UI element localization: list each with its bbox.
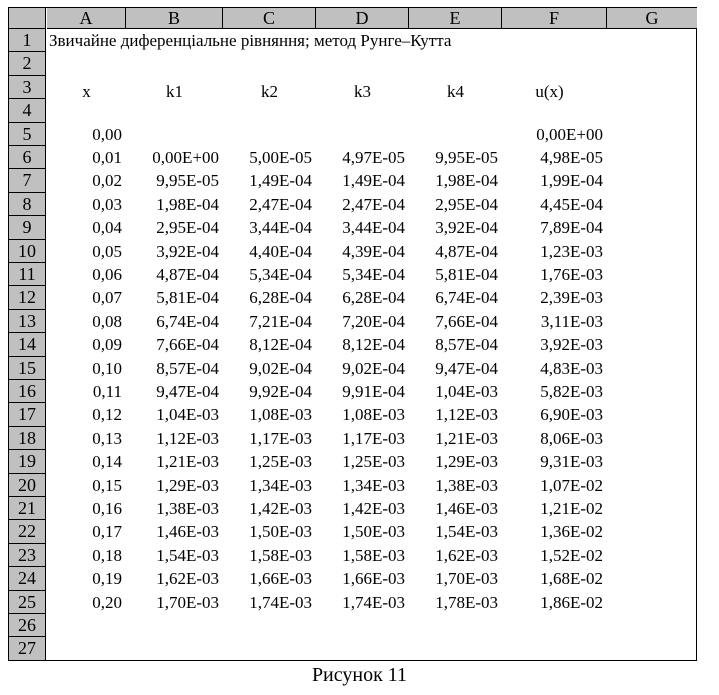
- cell-k1-row-25[interactable]: 1,70E-03: [156, 592, 219, 612]
- cell-k4-row-12[interactable]: 6,74E-04: [435, 288, 498, 308]
- cell-k4-row-23[interactable]: 1,62E-03: [435, 545, 498, 565]
- cell-x-row-9[interactable]: 0,04: [92, 218, 122, 238]
- cell-k1-row-11[interactable]: 4,87E-04: [156, 265, 219, 284]
- cell-k4-row-9[interactable]: 3,92E-04: [435, 218, 498, 238]
- cell-k3-row-9[interactable]: 3,44E-04: [342, 218, 405, 238]
- row-header-10[interactable]: 10: [9, 240, 46, 263]
- cell-k2-row-7[interactable]: 1,49E-04: [249, 171, 312, 191]
- cell-u-row-6[interactable]: 4,98E-05: [540, 148, 603, 167]
- cell-k1-row-8[interactable]: 1,98E-04: [156, 194, 219, 214]
- column-label-u[interactable]: u(x): [535, 81, 564, 101]
- cell-k3-row-20[interactable]: 1,34E-03: [342, 475, 405, 495]
- cell-k3-row-17[interactable]: 1,08E-03: [342, 405, 405, 425]
- cell-k2-row-10[interactable]: 4,40E-04: [249, 241, 312, 261]
- column-label-x[interactable]: x: [82, 81, 91, 101]
- row-header-4[interactable]: 4: [9, 99, 46, 122]
- row-header-16[interactable]: 16: [9, 380, 46, 403]
- cell-k2-row-9[interactable]: 3,44E-04: [249, 218, 312, 238]
- cell-k4-row-24[interactable]: 1,70E-03: [435, 569, 498, 589]
- row-header-23[interactable]: 23: [9, 544, 46, 567]
- cell-k1-row-12[interactable]: 5,81E-04: [156, 288, 219, 308]
- cell-k1-row-6[interactable]: 0,00E+00: [152, 148, 219, 167]
- cell-k1-row-21[interactable]: 1,38E-03: [156, 499, 219, 518]
- cell-k1-row-23[interactable]: 1,54E-03: [156, 545, 219, 565]
- row-header-26[interactable]: 26: [9, 614, 46, 637]
- cell-u-row-22[interactable]: 1,36E-02: [540, 522, 603, 542]
- cell-k1-row-15[interactable]: 8,57E-04: [156, 358, 219, 378]
- cell-k4-row-25[interactable]: 1,78E-03: [435, 592, 498, 612]
- cell-k4-row-18[interactable]: 1,21E-03: [435, 428, 498, 448]
- row-header-13[interactable]: 13: [9, 310, 46, 333]
- cell-k2-row-25[interactable]: 1,74E-03: [249, 592, 312, 612]
- cell-k3-row-12[interactable]: 6,28E-04: [342, 288, 405, 308]
- spreadsheet-grid: [8, 7, 697, 661]
- select-all-corner[interactable]: [9, 8, 46, 29]
- cell-k1-row-7[interactable]: 9,95E-05: [156, 171, 219, 191]
- cell-k3-row-25[interactable]: 1,74E-03: [342, 592, 405, 612]
- cell-k4-row-22[interactable]: 1,54E-03: [435, 522, 498, 542]
- cell-u-row-7[interactable]: 1,99E-04: [540, 171, 603, 191]
- row-header-6[interactable]: 6: [9, 146, 46, 169]
- row-header-1[interactable]: 1: [9, 29, 46, 52]
- cell-k4-row-20[interactable]: 1,38E-03: [435, 475, 498, 495]
- row-header-17[interactable]: 17: [9, 403, 46, 426]
- cell-u-row-9[interactable]: 7,89E-04: [540, 218, 603, 238]
- cell-k3-row-23[interactable]: 1,58E-03: [342, 545, 405, 565]
- row-header-15[interactable]: 15: [9, 357, 46, 380]
- row-header-9[interactable]: 9: [9, 216, 46, 239]
- cell-k2-row-6[interactable]: 5,00E-05: [249, 148, 312, 167]
- cell-k1-row-16[interactable]: 9,47E-04: [156, 382, 219, 401]
- cell-k3-row-7[interactable]: 1,49E-04: [342, 171, 405, 191]
- cell-k4-row-7[interactable]: 1,98E-04: [435, 171, 498, 191]
- cell-k4-row-15[interactable]: 9,47E-04: [435, 358, 498, 378]
- cell-x-row-22[interactable]: 0,17: [92, 522, 122, 542]
- row-header-25[interactable]: 25: [9, 591, 46, 614]
- cell-x-row-6[interactable]: 0,01: [92, 148, 122, 167]
- cell-k2-row-16[interactable]: 9,92E-04: [249, 382, 312, 401]
- cell-x-row-19[interactable]: 0,14: [92, 452, 122, 472]
- cell-k4-row-13[interactable]: 7,66E-04: [435, 311, 498, 331]
- cell-k2-row-18[interactable]: 1,17E-03: [249, 428, 312, 448]
- row-header-2[interactable]: 2: [9, 52, 46, 75]
- cell-x-row-8[interactable]: 0,03: [92, 194, 122, 214]
- cell-k2-row-14[interactable]: 8,12E-04: [249, 335, 312, 355]
- cell-k2-row-24[interactable]: 1,66E-03: [249, 569, 312, 589]
- cell-k2-row-23[interactable]: 1,58E-03: [249, 545, 312, 565]
- cell-k4-row-21[interactable]: 1,46E-03: [435, 499, 498, 518]
- row-header-21[interactable]: 21: [9, 497, 46, 520]
- cell-k4-row-17[interactable]: 1,12E-03: [435, 405, 498, 425]
- cell-u-row-17[interactable]: 6,90E-03: [540, 405, 603, 425]
- row-header-3[interactable]: 3: [9, 76, 46, 99]
- row-header-8[interactable]: 8: [9, 193, 46, 216]
- column-label-k3[interactable]: k3: [354, 81, 371, 101]
- cell-k1-row-24[interactable]: 1,62E-03: [156, 569, 219, 589]
- cell-x-row-23[interactable]: 0,18: [92, 545, 122, 565]
- cell-f5-u[interactable]: 0,00E+00: [536, 125, 603, 144]
- cell-u-row-18[interactable]: 8,06E-03: [540, 428, 603, 448]
- cell-x-row-20[interactable]: 0,15: [92, 475, 122, 495]
- column-header-d[interactable]: D: [316, 8, 409, 29]
- cell-u-row-16[interactable]: 5,82E-03: [540, 382, 603, 401]
- cell-k3-row-24[interactable]: 1,66E-03: [342, 569, 405, 589]
- cell-x-row-18[interactable]: 0,13: [92, 428, 122, 448]
- column-label-k1[interactable]: k1: [166, 81, 183, 101]
- row-header-14[interactable]: 14: [9, 333, 46, 356]
- cell-x-row-21[interactable]: 0,16: [92, 499, 122, 518]
- cell-k2-row-21[interactable]: 1,42E-03: [249, 499, 312, 518]
- row-header-12[interactable]: 12: [9, 286, 46, 309]
- cell-a5-x[interactable]: 0,00: [92, 125, 122, 144]
- cell-k4-row-11[interactable]: 5,81E-04: [435, 265, 498, 284]
- cell-u-row-19[interactable]: 9,31E-03: [540, 452, 603, 472]
- cell-u-row-24[interactable]: 1,68E-02: [540, 569, 603, 589]
- column-header-c[interactable]: C: [223, 8, 316, 29]
- row-header-11[interactable]: 11: [9, 263, 46, 286]
- cell-k2-row-17[interactable]: 1,08E-03: [249, 405, 312, 425]
- cell-k1-row-10[interactable]: 3,92E-04: [156, 241, 219, 261]
- cell-k3-row-18[interactable]: 1,17E-03: [342, 428, 405, 448]
- column-header-a[interactable]: A: [47, 8, 126, 29]
- cell-k2-row-8[interactable]: 2,47E-04: [249, 194, 312, 214]
- cell-k3-row-10[interactable]: 4,39E-04: [342, 241, 405, 261]
- cell-k4-row-16[interactable]: 1,04E-03: [435, 382, 498, 401]
- cell-k3-row-13[interactable]: 7,20E-04: [342, 311, 405, 331]
- cell-x-row-7[interactable]: 0,02: [92, 171, 122, 191]
- cell-x-row-16[interactable]: 0,11: [92, 382, 122, 401]
- cell-u-row-8[interactable]: 4,45E-04: [540, 194, 603, 214]
- cell-k2-row-11[interactable]: 5,34E-04: [249, 265, 312, 284]
- cell-u-row-11[interactable]: 1,76E-03: [540, 265, 603, 284]
- cell-k2-row-15[interactable]: 9,02E-04: [249, 358, 312, 378]
- column-header-g[interactable]: G: [607, 8, 697, 29]
- column-header-b[interactable]: B: [126, 8, 223, 29]
- row-header-19[interactable]: 19: [9, 450, 46, 473]
- cell-k4-row-6[interactable]: 9,95E-05: [435, 148, 498, 167]
- cell-u-row-14[interactable]: 3,92E-03: [540, 335, 603, 355]
- cell-k4-row-19[interactable]: 1,29E-03: [435, 452, 498, 472]
- cell-k1-row-20[interactable]: 1,29E-03: [156, 475, 219, 495]
- cell-x-row-12[interactable]: 0,07: [92, 288, 122, 308]
- cell-u-row-12[interactable]: 2,39E-03: [540, 288, 603, 308]
- cell-k1-row-17[interactable]: 1,04E-03: [156, 405, 219, 425]
- cell-x-row-17[interactable]: 0,12: [92, 405, 122, 425]
- cell-k1-row-22[interactable]: 1,46E-03: [156, 522, 219, 542]
- cell-x-row-25[interactable]: 0,20: [92, 592, 122, 612]
- cell-k1-row-18[interactable]: 1,12E-03: [156, 428, 219, 448]
- cell-k3-row-8[interactable]: 2,47E-04: [342, 194, 405, 214]
- cell-k2-row-12[interactable]: 6,28E-04: [249, 288, 312, 308]
- row-header-7[interactable]: 7: [9, 169, 46, 192]
- cell-u-row-20[interactable]: 1,07E-02: [540, 475, 603, 495]
- cell-x-row-13[interactable]: 0,08: [92, 311, 122, 331]
- row-header-5[interactable]: 5: [9, 123, 46, 146]
- cell-k3-row-14[interactable]: 8,12E-04: [342, 335, 405, 355]
- cell-x-row-10[interactable]: 0,05: [92, 241, 122, 261]
- cell-k3-row-15[interactable]: 9,02E-04: [342, 358, 405, 378]
- row-header-22[interactable]: 22: [9, 520, 46, 543]
- cell-k3-row-16[interactable]: 9,91E-04: [342, 382, 405, 401]
- cell-u-row-10[interactable]: 1,23E-03: [540, 241, 603, 261]
- cell-x-row-11[interactable]: 0,06: [92, 265, 122, 284]
- column-header-e[interactable]: E: [409, 8, 502, 29]
- cell-u-row-15[interactable]: 4,83E-03: [540, 358, 603, 378]
- column-label-k2[interactable]: k2: [261, 81, 278, 101]
- cell-k4-row-14[interactable]: 8,57E-04: [435, 335, 498, 355]
- cell-u-row-13[interactable]: 3,11E-03: [540, 311, 603, 331]
- cell-k3-row-22[interactable]: 1,50E-03: [342, 522, 405, 542]
- cell-k4-row-10[interactable]: 4,87E-04: [435, 241, 498, 261]
- row-header-18[interactable]: 18: [9, 427, 46, 450]
- cell-k1-row-13[interactable]: 6,74E-04: [156, 311, 219, 331]
- cell-k4-row-8[interactable]: 2,95E-04: [435, 194, 498, 214]
- cell-k3-row-21[interactable]: 1,42E-03: [342, 499, 405, 518]
- row-header-27[interactable]: 27: [9, 637, 46, 660]
- cell-k3-row-19[interactable]: 1,25E-03: [342, 452, 405, 472]
- cell-k2-row-20[interactable]: 1,34E-03: [249, 475, 312, 495]
- cell-k2-row-13[interactable]: 7,21E-04: [249, 311, 312, 331]
- title-cell-a1[interactable]: Звичайне диференціальне рівняння; метод Рунге–Кутта: [49, 31, 452, 50]
- cell-k2-row-19[interactable]: 1,25E-03: [249, 452, 312, 472]
- cell-k1-row-14[interactable]: 7,66E-04: [156, 335, 219, 355]
- cell-x-row-15[interactable]: 0,10: [92, 358, 122, 378]
- cell-x-row-24[interactable]: 0,19: [92, 569, 122, 589]
- cell-u-row-25[interactable]: 1,86E-02: [540, 592, 603, 612]
- cell-k1-row-9[interactable]: 2,95E-04: [156, 218, 219, 238]
- cell-k3-row-6[interactable]: 4,97E-05: [342, 148, 405, 167]
- cell-k1-row-19[interactable]: 1,21E-03: [156, 452, 219, 472]
- column-label-k4[interactable]: k4: [447, 81, 464, 101]
- cell-k2-row-22[interactable]: 1,50E-03: [249, 522, 312, 542]
- cell-k3-row-11[interactable]: 5,34E-04: [342, 265, 405, 284]
- cell-u-row-21[interactable]: 1,21E-02: [540, 499, 603, 518]
- row-header-20[interactable]: 20: [9, 474, 46, 497]
- column-header-f[interactable]: F: [502, 8, 607, 29]
- cell-u-row-23[interactable]: 1,52E-02: [540, 545, 603, 565]
- row-header-24[interactable]: 24: [9, 567, 46, 590]
- cell-x-row-14[interactable]: 0,09: [92, 335, 122, 355]
- figure-caption: Рисунок 11: [311, 664, 408, 686]
